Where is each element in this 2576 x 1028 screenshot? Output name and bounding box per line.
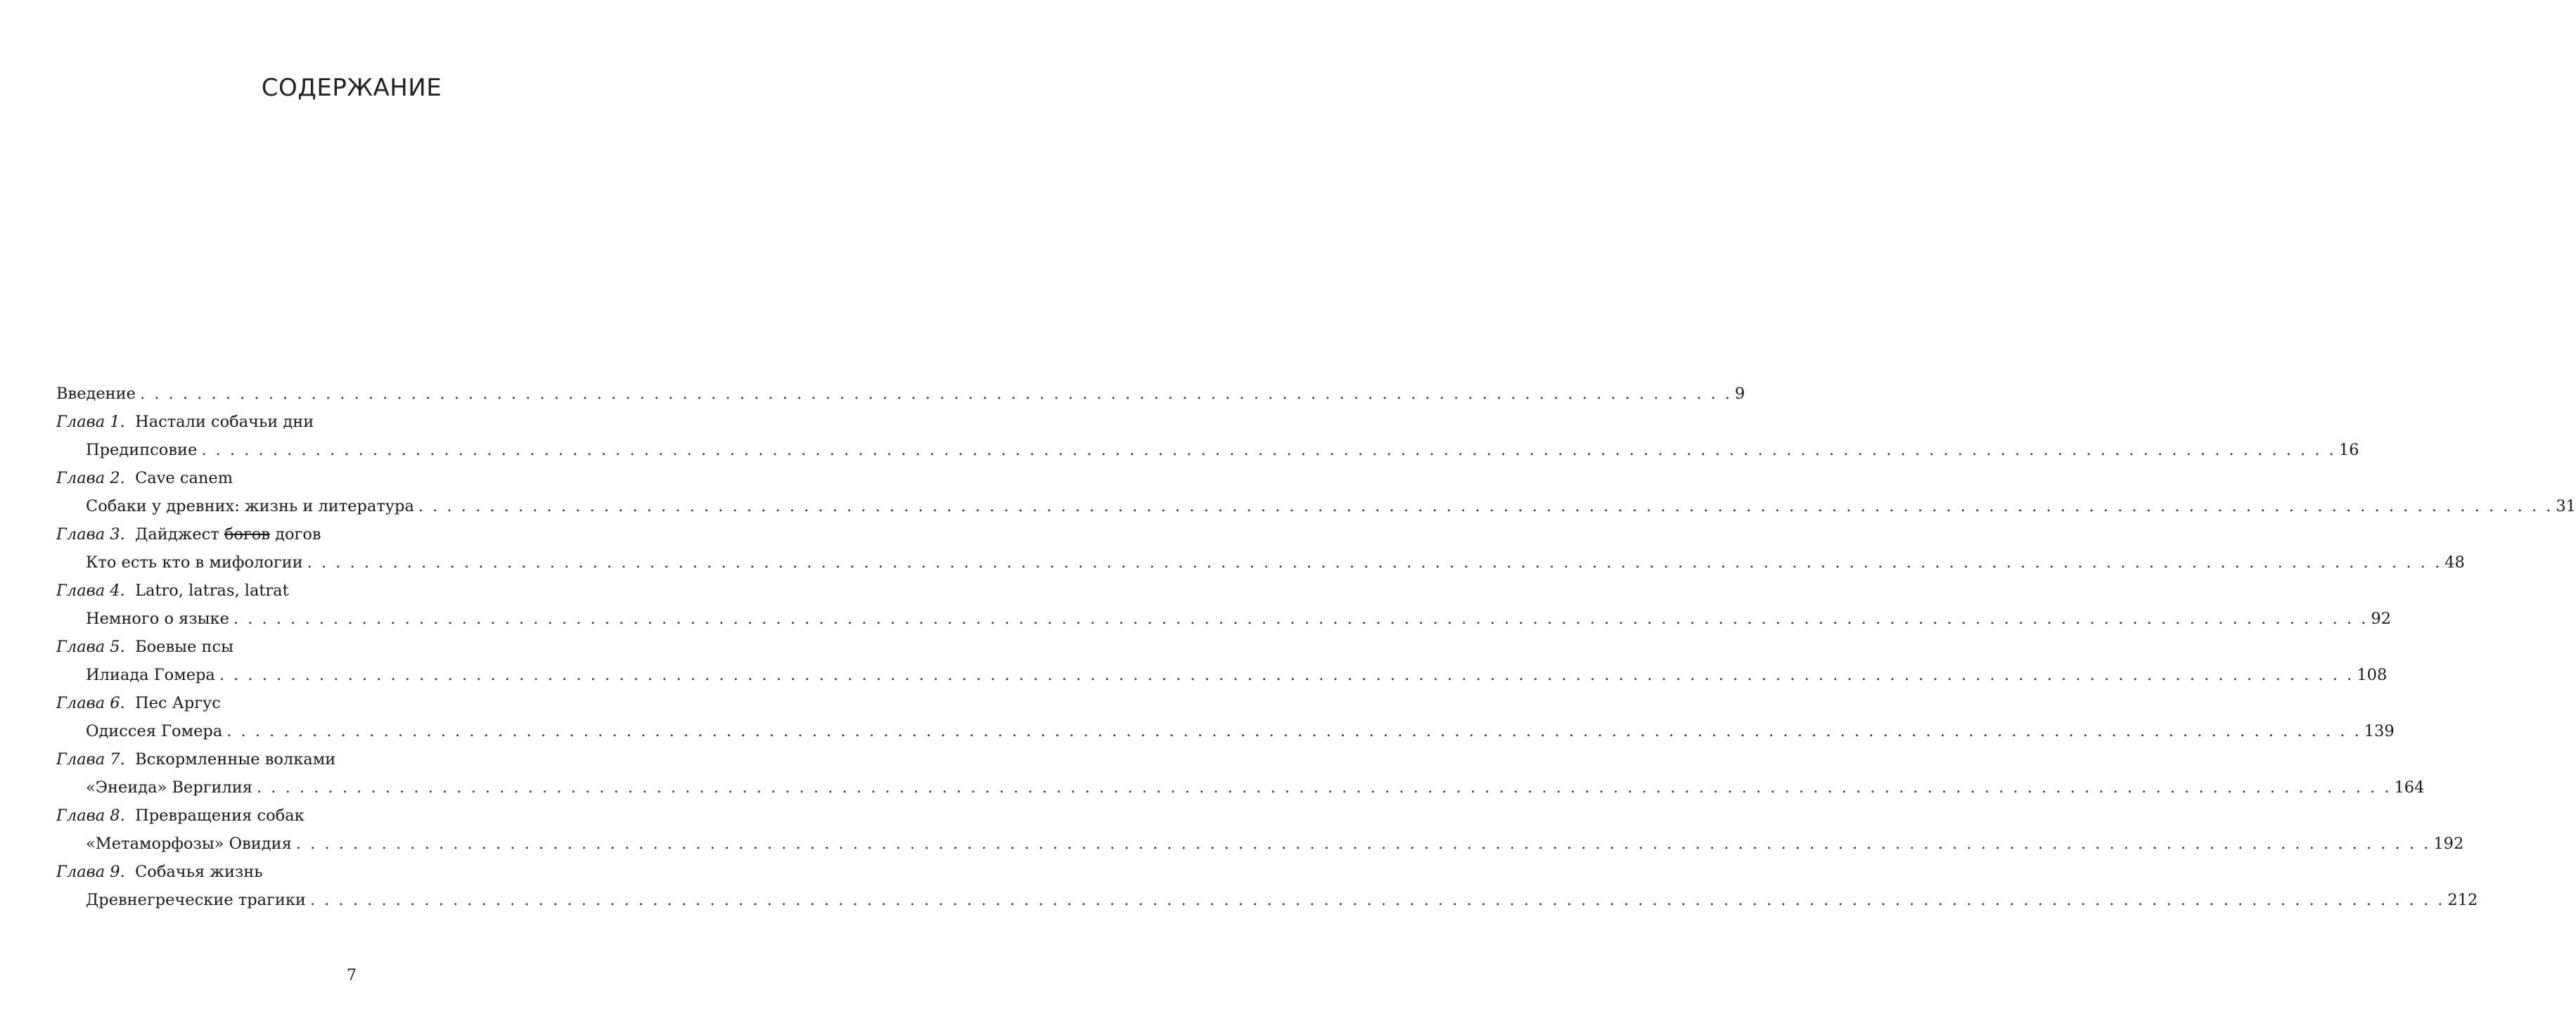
chapter-title: Превращения собак: [135, 807, 305, 825]
toc-page-number: 212: [2447, 891, 2478, 909]
chapter-subtitle: Древнегреческие трагики: [86, 891, 306, 909]
toc-page-number: 139: [2364, 722, 2395, 740]
toc-page-number: 31: [2556, 497, 2576, 515]
chapter-subtitle: «Метаморфозы» Овидия: [86, 835, 292, 853]
toc-chapter-subtitle-row[interactable]: [86, 548, 2465, 577]
chapter-label: Глава 3.: [56, 525, 125, 544]
dot-leader: . . . . . . . . . . . . . . . . . . . . . . . . . . . . . . . . . . . . . . . . . . . . . . . . . . . . . . . . . . . . . . . . . . . . . . . . . . . . . . . . . . . . . . . . . . . . . . . . . . . . . . . . . . . . . . . . . . . . . . . . . . . . . . . . . . . . . . . . . . . . . . . . . . . . . .: [307, 553, 2442, 572]
toc-page-number: 92: [2371, 610, 2392, 628]
toc-page-number: 16: [2338, 441, 2359, 459]
chapter-subtitle: Илиада Гомера: [86, 666, 215, 684]
chapter-title: Настали собачьи дни: [135, 413, 314, 431]
toc-intro[interactable]: [56, 380, 1745, 408]
dot-leader: . . . . . . . . . . . . . . . . . . . . . . . . . . . . . . . . . . . . . . . . . . . . . . . . . . . . . . . . . . . . . . . . . . . . . . . . . . . . . . . . . . . . . . . . . . . . . . . . . . . . . . . . . . . . . . . . . . . . . . . . . . . . . . . . . . . . . . . . . . . . . . . . . . . . . .: [309, 891, 2445, 909]
chapter-label: Глава 1.: [56, 413, 125, 431]
chapter-title: Latro, latras, latrat: [135, 582, 289, 600]
dot-leader: . . . . . . . . . . . . . . . . . . . . . . . . . . . . . . . . . . . . . . . . . . . . . . . . . . . . . . . . . . . . . . . . . . . . . . . . . . . . . . . . . . . . . . . . . . . . . . . . . . . . . . . . . . . . . . . . . . . . . . . . . . . . . . . . . . . . . . . . . . . . . . . . . . . . . .: [295, 835, 2431, 853]
toc-page-number: 48: [2444, 553, 2465, 572]
toc-chapter-subtitle-row[interactable]: [86, 436, 2359, 464]
chapter-label: Глава 8.: [56, 807, 125, 825]
toc-page-number: 108: [2357, 666, 2388, 684]
chapter-title: Cave canem: [135, 469, 233, 487]
toc-chapter-heading[interactable]: [56, 745, 613, 773]
chapter-subtitle: Кто есть кто в мифологии: [86, 553, 303, 572]
toc-chapter-subtitle-row[interactable]: [86, 661, 2388, 689]
dot-leader: . . . . . . . . . . . . . . . . . . . . . . . . . . . . . . . . . . . . . . . . . . . . . . . . . . . . . . . . . . . . . . . . . . . . . . . . . . . . . . . . . . . . . . . . . . . . . . . . . . . . . . . . . . . . . . . . . . . . . . . . . . . . . . . . . . . . . . . . . . . . . . . . . . . . . .: [201, 441, 2336, 459]
toc-page-number: 164: [2394, 778, 2425, 797]
chapter-title: Пес Аргус: [135, 694, 221, 712]
chapter-title: Боевые псы: [135, 638, 234, 656]
page-title: СОДЕРЖАНИЕ: [261, 74, 442, 102]
toc-chapter-heading[interactable]: [56, 689, 613, 717]
toc-chapter-heading[interactable]: [56, 577, 613, 605]
dot-leader: . . . . . . . . . . . . . . . . . . . . . . . . . . . . . . . . . . . . . . . . . . . . . . . . . . . . . . . . . . . . . . . . . . . . . . . . . . . . . . . . . . . . . . . . . . . . . . . . . . . . . . . . . . . . . . . . . . . . . . . . . . . . . . . . . . . . . . . . . . . . . . . . . . . . . .: [418, 497, 2553, 515]
dot-leader: . . . . . . . . . . . . . . . . . . . . . . . . . . . . . . . . . . . . . . . . . . . . . . . . . . . . . . . . . . . . . . . . . . . . . . . . . . . . . . . . . . . . . . . . . . . . . . . . . . . . . . . . . . . . . . . .: [140, 385, 1732, 403]
toc-chapter-heading[interactable]: [56, 408, 613, 436]
chapter-subtitle: Предипсовие: [86, 441, 198, 459]
table-of-contents: [56, 380, 2576, 914]
toc-chapter-subtitle-row[interactable]: [86, 605, 2392, 633]
chapter-title: Собачья жизнь: [135, 863, 263, 881]
chapter-title-rest: догов: [269, 525, 321, 544]
toc-chapter-heading[interactable]: [56, 858, 613, 886]
toc-page-number: 9: [1734, 385, 1745, 403]
chapter-label: Глава 6.: [56, 694, 125, 712]
chapter-title: Дайджест: [135, 525, 224, 544]
chapter-label: Глава 4.: [56, 582, 125, 600]
chapter-title-struck: богов: [224, 525, 270, 544]
toc-chapter-heading[interactable]: [56, 633, 613, 661]
toc-chapter-subtitle-row[interactable]: [86, 773, 2425, 802]
chapter-label: Глава 2.: [56, 469, 125, 487]
dot-leader: . . . . . . . . . . . . . . . . . . . . . . . . . . . . . . . . . . . . . . . . . . . . . . . . . . . . . . . . . . . . . . . . . . . . . . . . . . . . . . . . . . . . . . . . . . . . . . . . . . . . . . . . . . . . . . . . . . . . . . . . . . . . . . . . . . . . . . . . . . . . . . . . . . . . . .: [226, 722, 2362, 740]
dot-leader: . . . . . . . . . . . . . . . . . . . . . . . . . . . . . . . . . . . . . . . . . . . . . . . . . . . . . . . . . . . . . . . . . . . . . . . . . . . . . . . . . . . . . . . . . . . . . . . . . . . . . . . . . . . . . . . . . . . . . . . . . . . . . . . . . . . . . . . . . . . . . . . . . . . . . .: [219, 666, 2354, 684]
toc-chapter-heading[interactable]: [56, 520, 613, 548]
toc-chapter-subtitle-row[interactable]: [86, 717, 2395, 745]
chapter-subtitle: «Энеида» Вергилия: [86, 778, 252, 797]
toc-page-number: 192: [2433, 835, 2464, 853]
toc-chapter-heading[interactable]: [56, 464, 613, 492]
toc-chapter-heading[interactable]: [56, 802, 613, 830]
toc-intro-label: Введение: [56, 385, 136, 403]
toc-chapter-subtitle-row[interactable]: [86, 492, 2576, 520]
chapter-label: Глава 7.: [56, 750, 125, 769]
dot-leader: . . . . . . . . . . . . . . . . . . . . . . . . . . . . . . . . . . . . . . . . . . . . . . . . . . . . . . . . . . . . . . . . . . . . . . . . . . . . . . . . . . . . . . . . . . . . . . . . . . . . . . . . . . . . . . . . . . . . . . . . . . . . . . . . . . . . . . . . . . . . . . . . . . . . . .: [257, 778, 2392, 797]
toc-chapter-subtitle-row[interactable]: [86, 830, 2464, 858]
chapter-label: Глава 5.: [56, 638, 125, 656]
chapter-list: [56, 408, 2576, 914]
toc-chapter-subtitle-row[interactable]: [86, 886, 2478, 914]
folio-page-number: 7: [347, 967, 357, 984]
chapter-subtitle: Собаки у древних: жизнь и литература: [86, 497, 414, 515]
chapter-subtitle: Одиссея Гомера: [86, 722, 223, 740]
dot-leader: . . . . . . . . . . . . . . . . . . . . . . . . . . . . . . . . . . . . . . . . . . . . . . . . . . . . . . . . . . . . . . . . . . . . . . . . . . . . . . . . . . . . . . . . . . . . . . . . . . . . . . . . . . . . . . . . . . . . . . . . . . . . . . . . . . . . . . . . . . . . . . . . . . . . . .: [233, 610, 2369, 628]
chapter-title: Вскормленные волками: [135, 750, 336, 769]
chapter-subtitle: Немного о языке: [86, 610, 229, 628]
chapter-label: Глава 9.: [56, 863, 125, 881]
